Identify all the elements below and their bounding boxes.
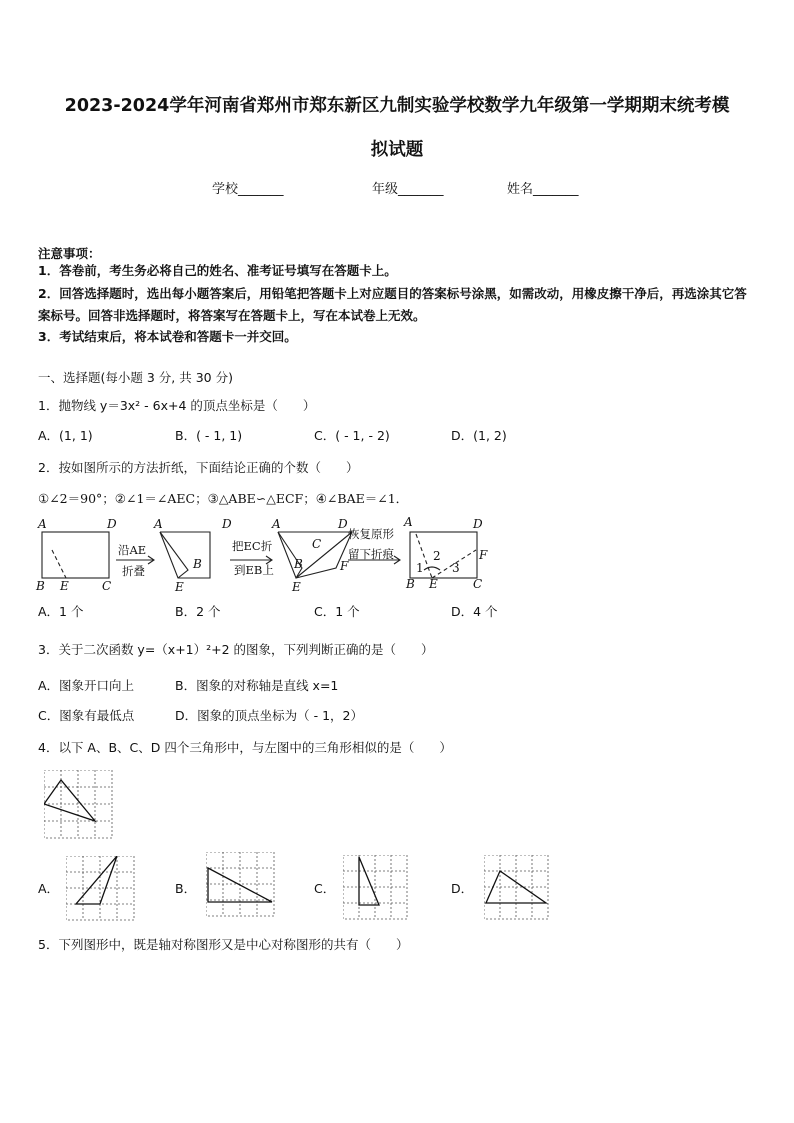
title-line-2: 拟试题 <box>370 140 424 160</box>
step1-bottom-label: 折叠 <box>122 564 145 578</box>
label-d4: D <box>473 517 483 531</box>
q3-option-b: B．图象的对称轴是直线 x=1 <box>175 678 339 693</box>
label-angle-3: 3 <box>452 561 460 575</box>
step2-top-label: 把EC折 <box>232 539 273 553</box>
label-e4: E <box>429 577 438 591</box>
q1-stem: 1．抛物线 y＝3x² - 6x+4 的顶点坐标是（ ） <box>38 398 316 413</box>
label-a3: A <box>272 517 281 531</box>
label-c1: C <box>102 579 112 593</box>
step1-top-label: 沿AE <box>118 543 147 557</box>
q3-option-a: A．图象开口向上 <box>38 678 135 693</box>
q4-option-c-grid <box>343 855 409 921</box>
reference-triangle <box>44 780 95 821</box>
q4-option-c: C． <box>314 881 336 896</box>
notice-item-2: 2．回答选择题时，选出每小题答案后，用铅笔把答题卡上对应题目的答案标号涂黑，如需改动，用橡皮擦干净后，再选涂其它答案标号。回答非选择题时，将答案写在答题卡上，写在本试卷上无效。 <box>38 286 747 323</box>
q4-option-b: B． <box>175 881 197 896</box>
label-f3: F <box>340 559 349 573</box>
q4-option-d: D． <box>451 881 474 896</box>
fold-panel-3-flap <box>278 532 302 578</box>
label-d1: D <box>107 517 117 531</box>
notice-item-3: 3．考试结束后，将本试卷和答题卡一并交回。 <box>38 329 297 344</box>
q2-option-a: A．1 个 <box>38 604 84 619</box>
label-angle-2: 2 <box>433 549 441 563</box>
q4-option-a: A． <box>38 881 60 896</box>
option-a-triangle <box>76 856 117 904</box>
page-title <box>30 84 764 172</box>
q2-option-b: B．2 个 <box>175 604 221 619</box>
q3-option-c: C．图象有最低点 <box>38 708 135 723</box>
q1-option-a: A．(1, 1) <box>38 428 93 443</box>
title-line-1: 2023-2024学年河南省郑州市郑东新区九制实验学校数学九年级第一学期期末统考模 <box>64 96 730 116</box>
label-c3: C <box>312 537 322 551</box>
q1-option-d: D．(1, 2) <box>451 428 507 443</box>
q2-conditions: ①∠2＝90°；②∠1＝∠AEC；③△ABE∽△ECF；④∠BAE＝∠1． <box>38 491 409 506</box>
q3-stem: 3．关于二次函数 y=（x+1）²+2 的图象，下列判断正确的是（ ） <box>38 642 434 657</box>
q3-option-d: D．图象的顶点坐标为（ - 1，2） <box>175 708 363 723</box>
label-a1: A <box>38 517 47 531</box>
q4-option-b-grid <box>206 852 276 918</box>
step2-bottom-label: 到EB上 <box>234 563 274 577</box>
grade-field: 年级_______ <box>372 182 444 197</box>
q1-option-b: B．( - 1, 1) <box>175 428 243 443</box>
q2-stem: 2．按如图所示的方法折纸，下面结论正确的个数（ ） <box>38 460 359 475</box>
label-b4: B <box>406 577 415 591</box>
q2-option-d: D．4 个 <box>451 604 498 619</box>
label-e3: E <box>292 580 301 594</box>
fold-panel-2-shape <box>160 532 210 578</box>
q2-folding-figure <box>30 512 500 594</box>
q4-option-a-grid <box>66 856 136 922</box>
school-field: 学校_______ <box>212 182 284 197</box>
label-b3: B <box>294 557 303 571</box>
q4-stem: 4．以下 A、B、C、D 四个三角形中，与左图中的三角形相似的是（ ） <box>38 740 452 755</box>
step3-top-label: 恢复原形 <box>348 527 394 541</box>
step3-bottom-label: 留下折痕 <box>348 547 394 561</box>
angle-arc <box>424 567 440 570</box>
fold-crease-1 <box>52 550 66 578</box>
fold-panel-2-flap <box>160 532 188 578</box>
label-a4: A <box>404 515 413 529</box>
q5-stem: 5．下列图形中，既是轴对称图形又是中心对称图形的共有（ ） <box>38 937 409 952</box>
q2-option-c: C．1 个 <box>314 604 360 619</box>
label-angle-1: 1 <box>416 561 424 575</box>
q4-option-d-grid <box>484 855 550 921</box>
label-e2: E <box>175 580 184 594</box>
notice-item-1: 1．答卷前，考生务必将自己的姓名、准考证号填写在答题卡上。 <box>38 263 397 278</box>
section-heading: 一、选择题(每小题 3 分, 共 30 分) <box>38 370 233 385</box>
option-c-triangle <box>359 857 379 905</box>
q4-reference-grid <box>44 770 114 840</box>
q1-option-c: C．( - 1, - 2) <box>314 428 390 443</box>
label-d2: D <box>222 517 232 531</box>
label-b1: B <box>36 579 45 593</box>
notice-heading: 注意事项： <box>38 246 101 261</box>
label-c4: C <box>473 577 483 591</box>
label-e1: E <box>60 579 69 593</box>
name-field: 姓名_______ <box>507 182 579 197</box>
label-a2: A <box>154 517 163 531</box>
label-f4: F <box>479 548 488 562</box>
fold-panel-1-rect <box>42 532 109 578</box>
label-b2: B <box>193 557 202 571</box>
label-d3: D <box>338 517 348 531</box>
